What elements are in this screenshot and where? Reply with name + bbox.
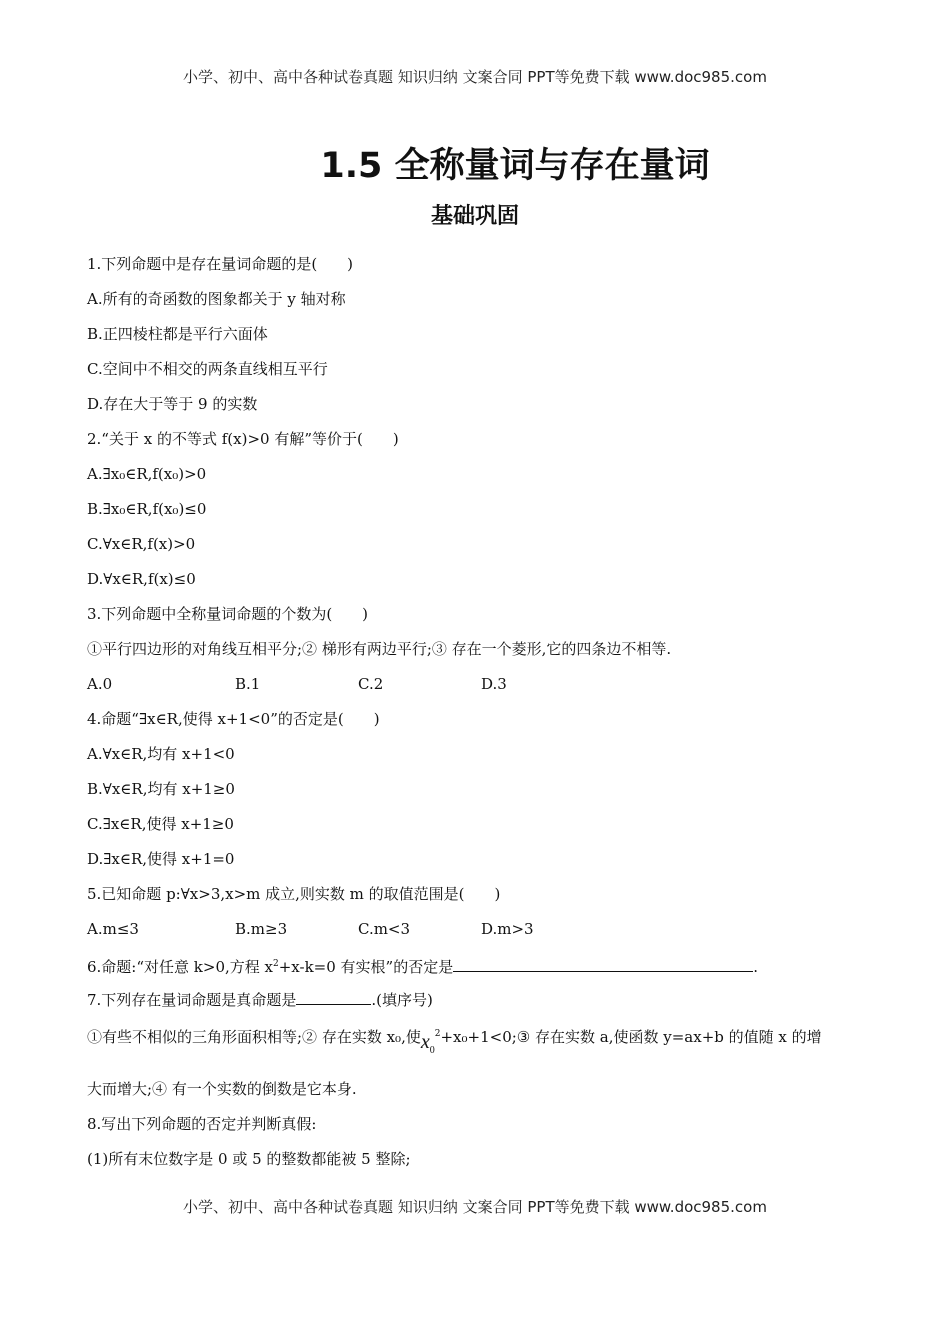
q7-x0-formula: $x_0$ xyxy=(420,1031,435,1056)
q2-option-d: D.∀x∈R,f(x)≤0 xyxy=(87,570,196,588)
q7-body-post: +x₀+1<0;③ 存在实数 a,使函数 y=ax+b 的值随 x 的增 xyxy=(440,1028,822,1046)
q2-option-a: A.∃x₀∈R,f(x₀)>0 xyxy=(87,465,207,483)
q3-body: ①平行四边形的对角线互相平分;② 梯形有两边平行;③ 存在一个菱形,它的四条边不相等. xyxy=(87,640,672,658)
page-footer: 小学、初中、高中各种试卷真题 知识归纳 文案合同 PPT等免费下载 www.doc985.com xyxy=(183,1198,767,1216)
q5-option-a: A.m≤3 xyxy=(87,920,139,938)
q4-option-b: B.∀x∈R,均有 x+1≥0 xyxy=(87,780,235,798)
q7-stem-line xyxy=(87,988,877,1023)
q5-option-b: B.m≥3 xyxy=(235,920,288,938)
page-header: 小学、初中、高中各种试卷真题 知识归纳 文案合同 PPT等免费下载 www.doc985.com xyxy=(183,68,767,86)
q4-option-a: A.∀x∈R,均有 x+1<0 xyxy=(87,745,235,763)
question-list xyxy=(87,253,877,1183)
q6-text-post: +x-k=0 有实根”的否定是 xyxy=(278,958,454,976)
q3-option-c: C.2 xyxy=(358,675,384,693)
q5-option-c: C.m<3 xyxy=(358,920,411,938)
q3-option-a: A.0 xyxy=(87,675,113,693)
q6-line xyxy=(87,953,877,988)
q7-stem-pre: 7.下列存在量词命题是真命题是 xyxy=(87,991,297,1009)
q8-part-1: (1)所有末位数字是 0 或 5 的整数都能被 5 整除; xyxy=(87,1150,411,1168)
q6-answer-blank[interactable] xyxy=(453,955,753,972)
q8-stem: 8.写出下列命题的否定并判断真假: xyxy=(87,1115,317,1133)
q1-option-d: D.存在大于等于 9 的实数 xyxy=(87,395,258,413)
q5-option-d: D.m>3 xyxy=(481,920,534,938)
q3-options xyxy=(87,673,877,708)
q7-exponent: 2 xyxy=(434,1029,441,1039)
q2-option-c: C.∀x∈R,f(x)>0 xyxy=(87,535,196,553)
q4-stem: 4.命题“∃x∈R,使得 x+1<0”的否定是( ) xyxy=(87,710,380,728)
q7-stem-post: .(填序号) xyxy=(371,991,433,1009)
q1-option-a: A.所有的奇函数的图象都关于 y 轴对称 xyxy=(87,290,346,308)
q7-answer-blank[interactable] xyxy=(296,988,371,1005)
q6-exponent: 2 xyxy=(273,959,279,969)
q7-body-cont: 大而增大;④ 有一个实数的倒数是它本身. xyxy=(87,1080,357,1098)
section-subtitle: 基础巩固 xyxy=(430,204,519,229)
q3-stem: 3.下列命题中全称量词命题的个数为( ) xyxy=(87,605,369,623)
q5-options xyxy=(87,918,877,953)
q3-option-b: B.1 xyxy=(235,675,261,693)
q1-option-c: C.空间中不相交的两条直线相互平行 xyxy=(87,360,328,378)
page-title: 1.5 全称量词与存在量词 xyxy=(320,146,710,186)
q7-body-pre: ①有些不相似的三角形面积相等;② 存在实数 x₀,使 xyxy=(87,1028,421,1046)
q5-stem: 5.已知命题 p:∀x>3,x>m 成立,则实数 m 的取值范围是( ) xyxy=(87,885,501,903)
q1-stem: 1.下列命题中是存在量词命题的是( ) xyxy=(87,255,354,273)
q7-body-line xyxy=(87,1023,877,1078)
q4-option-d: D.∃x∈R,使得 x+1=0 xyxy=(87,850,235,868)
q1-option-b: B.正四棱柱都是平行六面体 xyxy=(87,325,268,343)
q6-text-pre: 6.命题:“对任意 k>0,方程 x xyxy=(87,958,273,976)
q2-option-b: B.∃x₀∈R,f(x₀)≤0 xyxy=(87,500,207,518)
q6-end: . xyxy=(753,958,758,976)
q4-option-c: C.∃x∈R,使得 x+1≥0 xyxy=(87,815,234,833)
q2-stem: 2.“关于 x 的不等式 f(x)>0 有解”等价于( ) xyxy=(87,430,399,448)
q3-option-d: D.3 xyxy=(481,675,507,693)
